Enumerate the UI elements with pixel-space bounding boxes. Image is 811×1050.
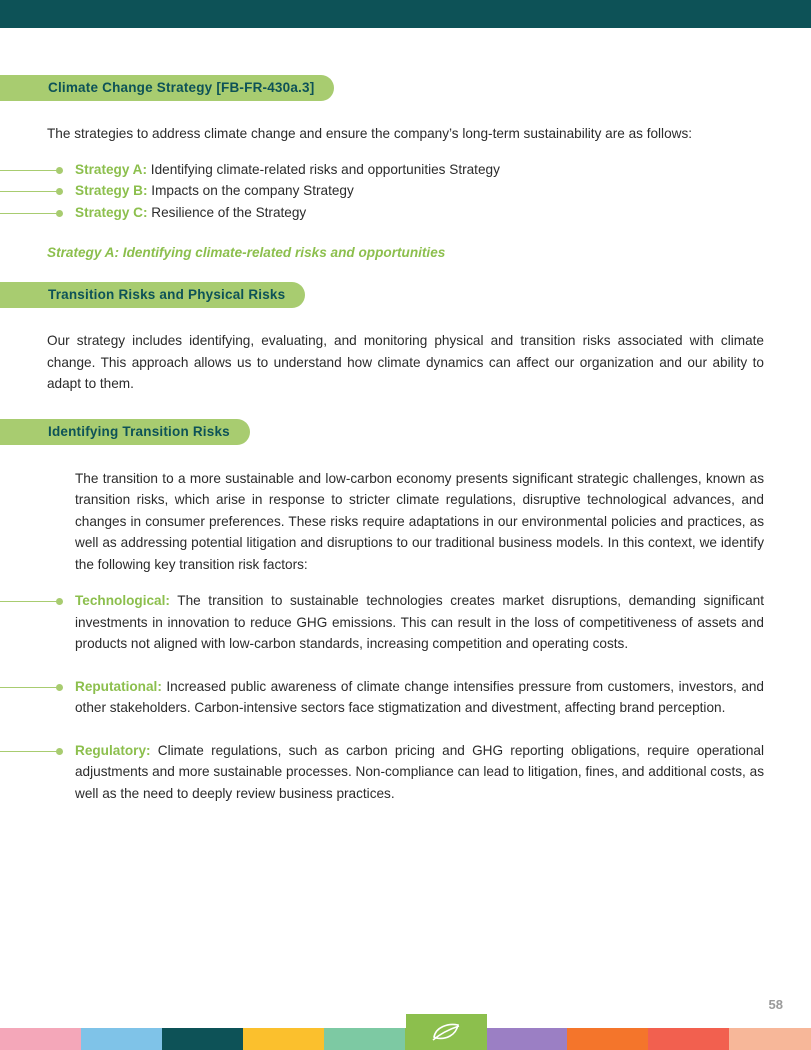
heading-transition-physical-risks: Transition Risks and Physical Risks: [0, 282, 305, 308]
page-content: [0, 28, 811, 825]
transition-risk-list: [0, 590, 811, 804]
heading-identifying-transition-risks: Identifying Transition Risks: [0, 419, 250, 445]
climate-strategy-intro: The strategies to address climate change and ensure the company’s long-term sustainability are as follows:: [47, 126, 693, 141]
list-item: [0, 180, 811, 202]
bullet-dot-icon: [56, 167, 63, 174]
bullet-dot-icon: [56, 598, 63, 605]
footer-segment: [0, 1028, 81, 1050]
transition-physical-paragraph: Our strategy includes identifying, evaluating, and monitoring physical and transition risks associated with climate change. This approach allows us to understand how climate dynamics can affect our organization and our ability to adapt to them.: [47, 333, 764, 391]
risk-text: Increased public awareness of climate change intensifies pressure from customers, investors, and other stakeholders. Carbon-intensive sectors face stigmatization and divestment, affecting brand perception.: [75, 678, 764, 715]
leaf-logo-badge: [406, 1014, 487, 1050]
strategy-label: Strategy C:: [75, 204, 148, 220]
leaf-icon: [430, 1021, 464, 1043]
list-item: [0, 740, 811, 805]
strategy-list: [0, 159, 811, 224]
bullet-connector-line: [0, 191, 58, 192]
bullet-dot-icon: [56, 748, 63, 755]
bullet-connector-line: [0, 170, 58, 171]
list-item: [0, 202, 811, 224]
heading-climate-strategy-row: [0, 75, 811, 101]
list-item: [0, 159, 811, 181]
bullet-dot-icon: [56, 188, 63, 195]
footer-segment: [81, 1028, 162, 1050]
list-item: [0, 590, 811, 655]
strategy-text: Resilience of the Strategy: [147, 204, 307, 220]
strategy-label: Strategy B:: [75, 183, 148, 198]
bullet-connector-line: [0, 687, 58, 688]
footer-segment: [729, 1028, 811, 1050]
footer-segment: [648, 1028, 729, 1050]
list-item: [0, 676, 811, 719]
strategy-text: Impacts on the company Strategy: [147, 183, 354, 198]
heading-identifying-transition-row: [0, 419, 811, 445]
bullet-connector-line: [0, 601, 58, 602]
page-top-bar: [0, 0, 811, 28]
bullet-dot-icon: [56, 210, 63, 217]
risk-label: Technological:: [75, 593, 170, 608]
footer-segment: [567, 1028, 648, 1050]
risk-text: The transition to sustainable technologies creates market disruptions, demanding significant investments in innovation to reduce GHG emissions. This can result in the loss of competitiveness of assets and products not aligned with low-carbon standards, increasing competition and operating costs.: [75, 593, 764, 651]
heading-transition-physical-row: [0, 282, 811, 308]
bullet-dot-icon: [56, 684, 63, 691]
bullet-connector-line: [0, 213, 58, 214]
footer-segment: [243, 1028, 324, 1050]
strategy-a-subtitle: Strategy A: Identifying climate-related risks and opportunities: [47, 245, 446, 260]
risk-text: Climate regulations, such as carbon pricing and GHG reporting obligations, require operational adjustments and more sustainable processes. Non-compliance can lead to litigation, fines, and additional costs, as well as the need to deeply review business practices.: [75, 742, 764, 801]
footer-segment: [324, 1028, 405, 1050]
identifying-transition-paragraph: The transition to a more sustainable and low-carbon economy presents significant strategic challenges, known as transition risks, which arise in response to stricter climate regulations, disruptive technological advances, and changes in consumer preferences. These risks require adaptations in our environmental policies and practices, as well as addressing potential litigation and disruptions to our traditional business models. In this context, we identify the following key transition risk factors:: [75, 470, 764, 572]
strategy-text: Identifying climate-related risks and opportunities Strategy: [147, 161, 500, 177]
footer-segment: [486, 1028, 567, 1050]
strategy-label: Strategy A:: [75, 161, 148, 177]
page-number: 58: [768, 997, 783, 1012]
risk-label: Reputational:: [75, 678, 162, 694]
footer-segment: [162, 1028, 243, 1050]
bullet-connector-line: [0, 751, 58, 752]
risk-label: Regulatory:: [75, 742, 151, 758]
heading-climate-strategy: Climate Change Strategy [FB-FR-430a.3]: [0, 75, 334, 101]
